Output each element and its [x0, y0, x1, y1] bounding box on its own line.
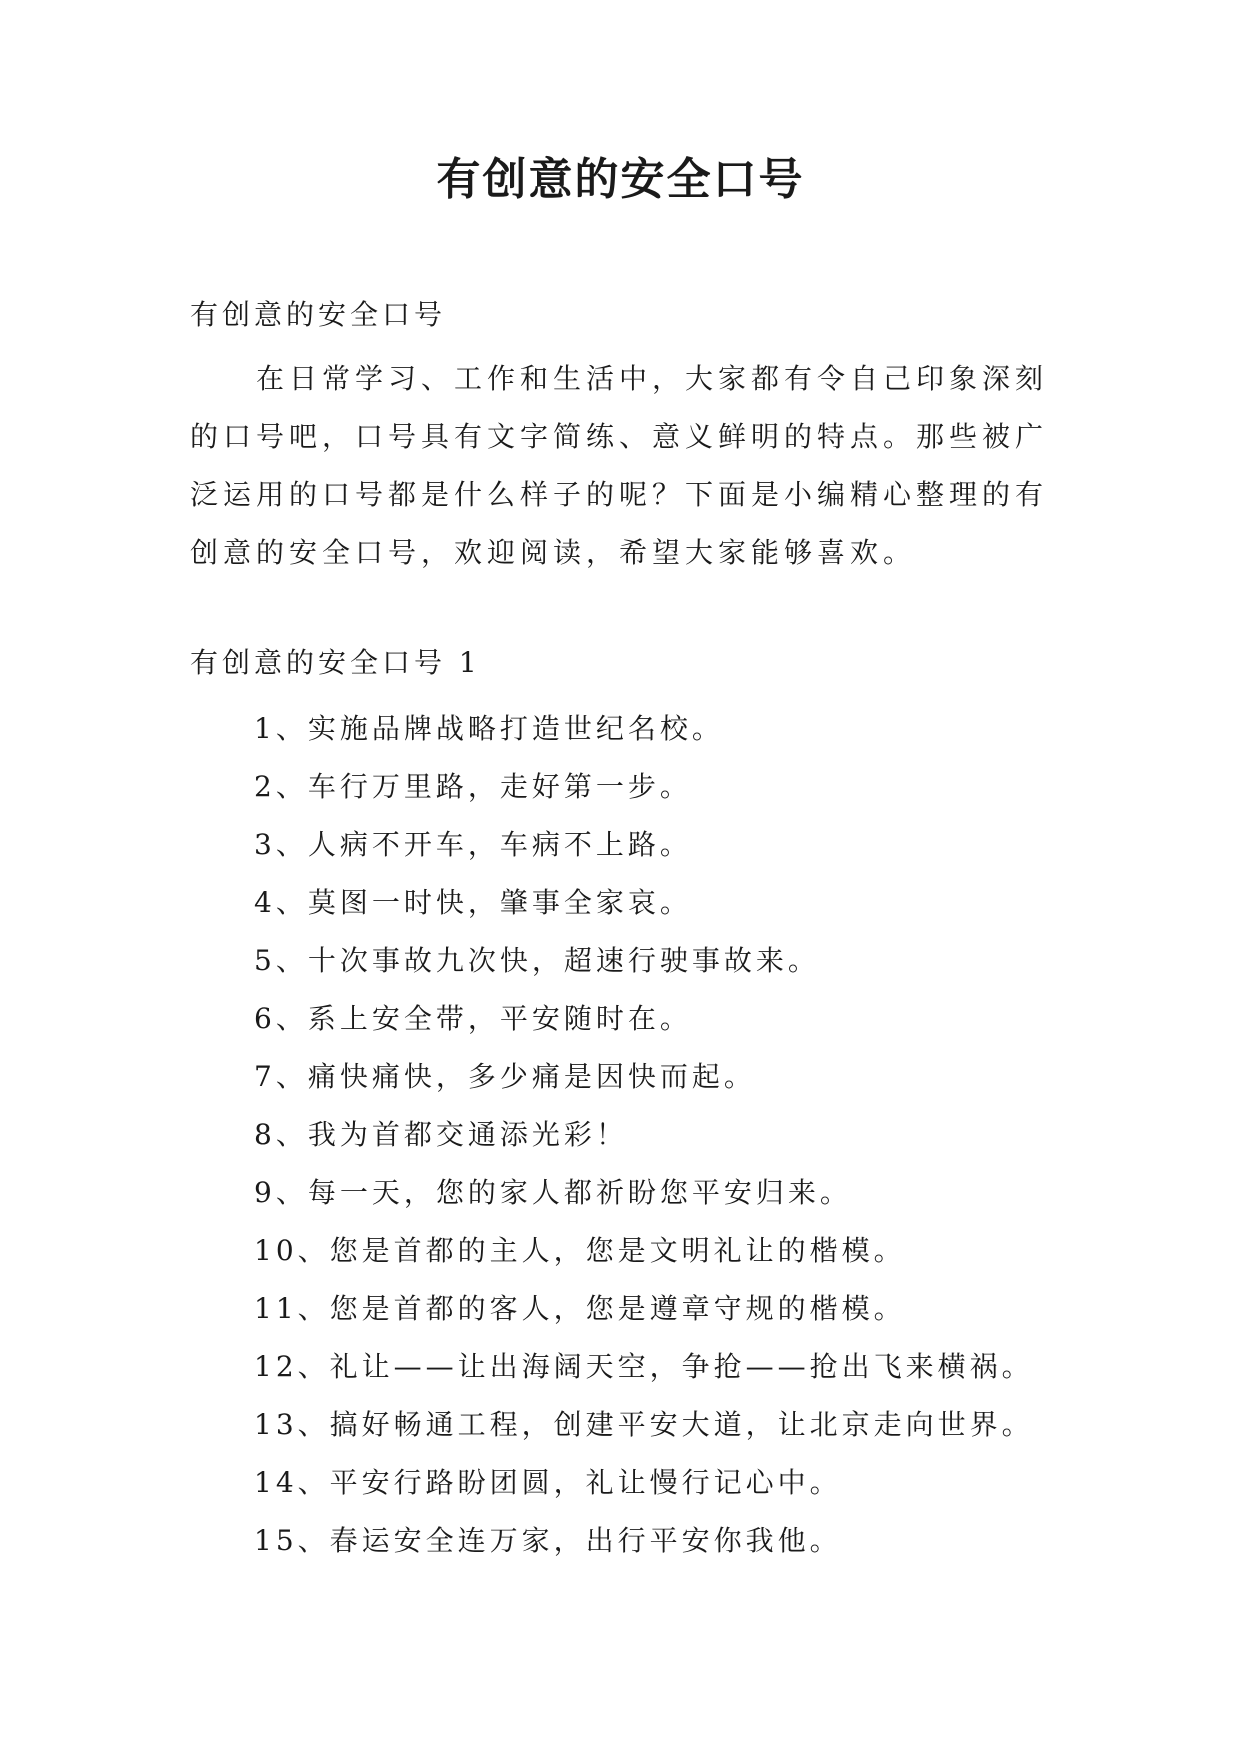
document-title: 有创意的安全口号 — [436, 154, 805, 205]
intro-paragraph: 在日常学习、工作和生活中，大家都有令自己印象深刻的口号吧，口号具有文字简练、意义鲜明的特点。那些被广泛运用的口号都是什么样子的呢？下面是小编精心整理的有创意的安全口号，欢迎阅读，希望大家能够喜欢。 — [190, 362, 1049, 569]
slogan-item: 11、您是首都的客人，您是遵章守规的楷模。 — [254, 1292, 906, 1325]
slogan-item: 2、车行万里路，走好第一步。 — [254, 770, 692, 803]
slogan-list — [254, 700, 1174, 1570]
section-title: 有创意的安全口号 1 — [190, 646, 481, 679]
slogan-item: 6、系上安全带，平安随时在。 — [254, 1002, 692, 1035]
slogan-item: 13、搞好畅通工程，创建平安大道，让北京走向世界。 — [254, 1408, 1034, 1441]
slogan-item: 9、每一天，您的家人都祈盼您平安归来。 — [254, 1176, 852, 1209]
slogan-item: 8、我为首都交通添光彩！ — [254, 1118, 628, 1151]
slogan-item: 5、十次事故九次快，超速行驶事故来。 — [254, 944, 820, 977]
slogan-item: 12、礼让——让出海阔天空，争抢——抢出飞来横祸。 — [254, 1350, 1034, 1383]
slogan-item: 3、人病不开车，车病不上路。 — [254, 828, 692, 861]
slogan-item: 4、莫图一时快，肇事全家哀。 — [254, 886, 692, 919]
document-subtitle: 有创意的安全口号 — [190, 298, 447, 331]
slogan-item: 14、平安行路盼团圆，礼让慢行记心中。 — [254, 1466, 842, 1499]
slogan-item: 15、春运安全连万家，出行平安你我他。 — [254, 1524, 842, 1557]
slogan-item: 10、您是首都的主人，您是文明礼让的楷模。 — [254, 1234, 906, 1267]
slogan-item: 7、痛快痛快，多少痛是因快而起。 — [254, 1060, 756, 1093]
slogan-item: 1、实施品牌战略打造世纪名校。 — [254, 712, 724, 745]
